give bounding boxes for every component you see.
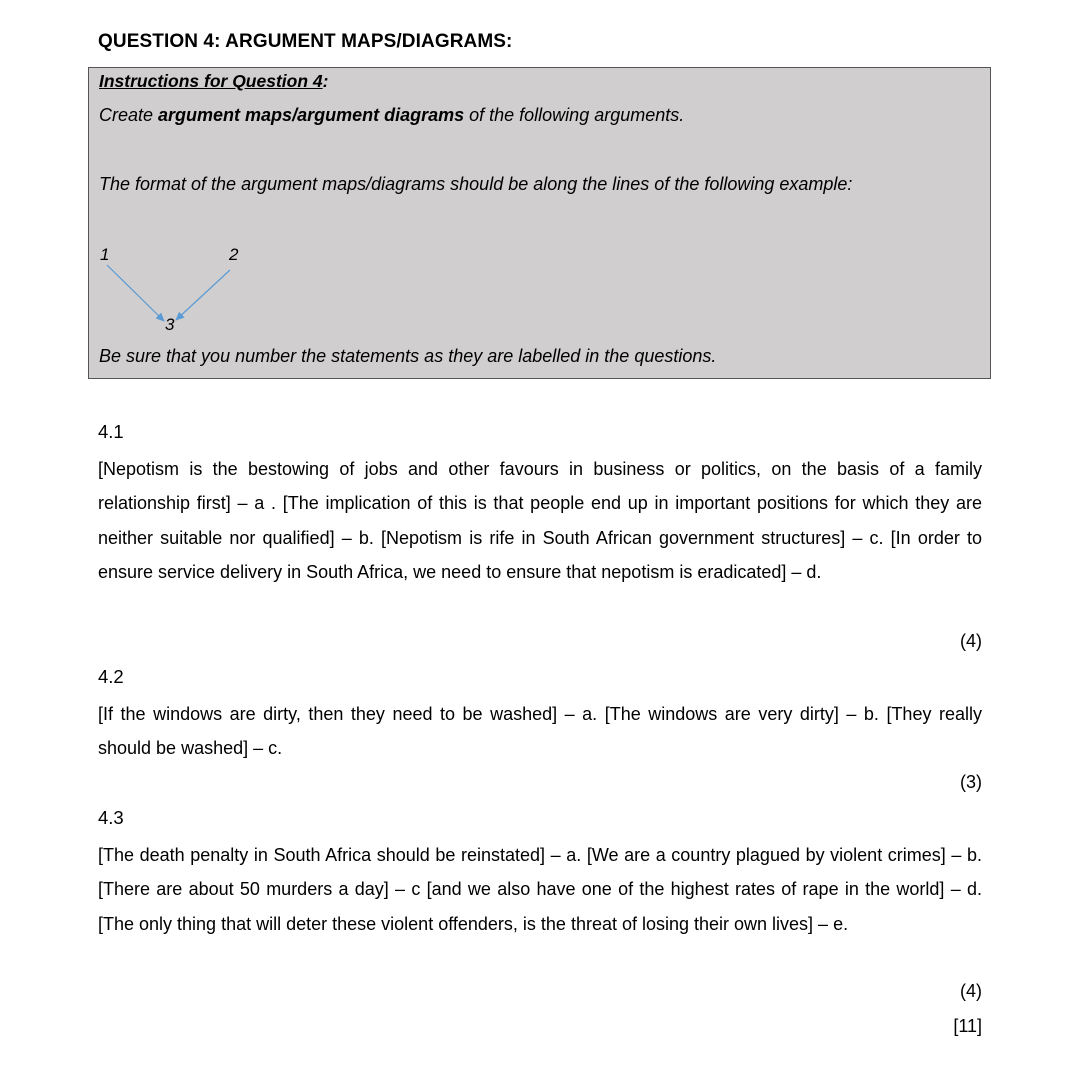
question-4-1-marks: (4) (960, 631, 982, 651)
example-node-1: 1 (100, 245, 110, 264)
example-arrow-2-to-3 (176, 270, 230, 320)
instructions-line-format: The format of the argument maps/diagrams should be along the lines of the following example: (99, 174, 853, 194)
question-heading: QUESTION 4: ARGUMENT MAPS/DIAGRAMS: (98, 31, 513, 52)
question-4-1-number: 4.1 (98, 421, 124, 442)
question-4-2-number: 4.2 (98, 666, 124, 687)
question-4-1-text: [Nepotism is the bestowing of jobs and other favours in business or politics, on the basis of a family relationship first] – a . [The implication of this is that people end up in important positions for which they are neither suitable nor qualified] – b. [Nepotism is rife in South African government structures] – c. [In order to ensure service delivery in South Africa, we need to ensure that nepotism is eradicated] – d. (98, 459, 982, 582)
question-4-3-text: [The death penalty in South Africa should be reinstated] – a. [We are a country plagued by violent crimes] – b. [There are about 50 murders a day] – c [and we also have one of the highest rates of rape in the world] – d. [The only thing that will deter these violent offenders, is the threat of losing their own lives] – e. (98, 845, 982, 934)
question-4-2-marks: (3) (960, 772, 982, 792)
instructions-title-text: Instructions for Question 4 (99, 71, 323, 91)
instructions-title-colon: : (322, 71, 329, 91)
example-node-2: 2 (229, 245, 239, 264)
question-4-2-text: [If the windows are dirty, then they need to be washed] – a. [The windows are very dirty] – b. [They really should be washed] – c. (98, 704, 982, 759)
example-arrow-1-to-3 (107, 265, 164, 321)
instructions-box (88, 67, 991, 379)
instructions-line1-pre: Create (99, 105, 159, 125)
question-4-total-marks: [11] (953, 1016, 982, 1036)
instructions-line-numbering: Be sure that you number the statements as they are labelled in the questions. (99, 346, 717, 366)
question-4-3-marks: (4) (960, 981, 982, 1001)
example-node-3: 3 (165, 315, 175, 334)
question-4-3-number: 4.3 (98, 807, 124, 828)
example-argument-diagram (89, 68, 992, 380)
instructions-line1-post: of the following arguments. (464, 105, 685, 125)
instructions-line1-bold: argument maps/argument diagrams (158, 105, 465, 125)
